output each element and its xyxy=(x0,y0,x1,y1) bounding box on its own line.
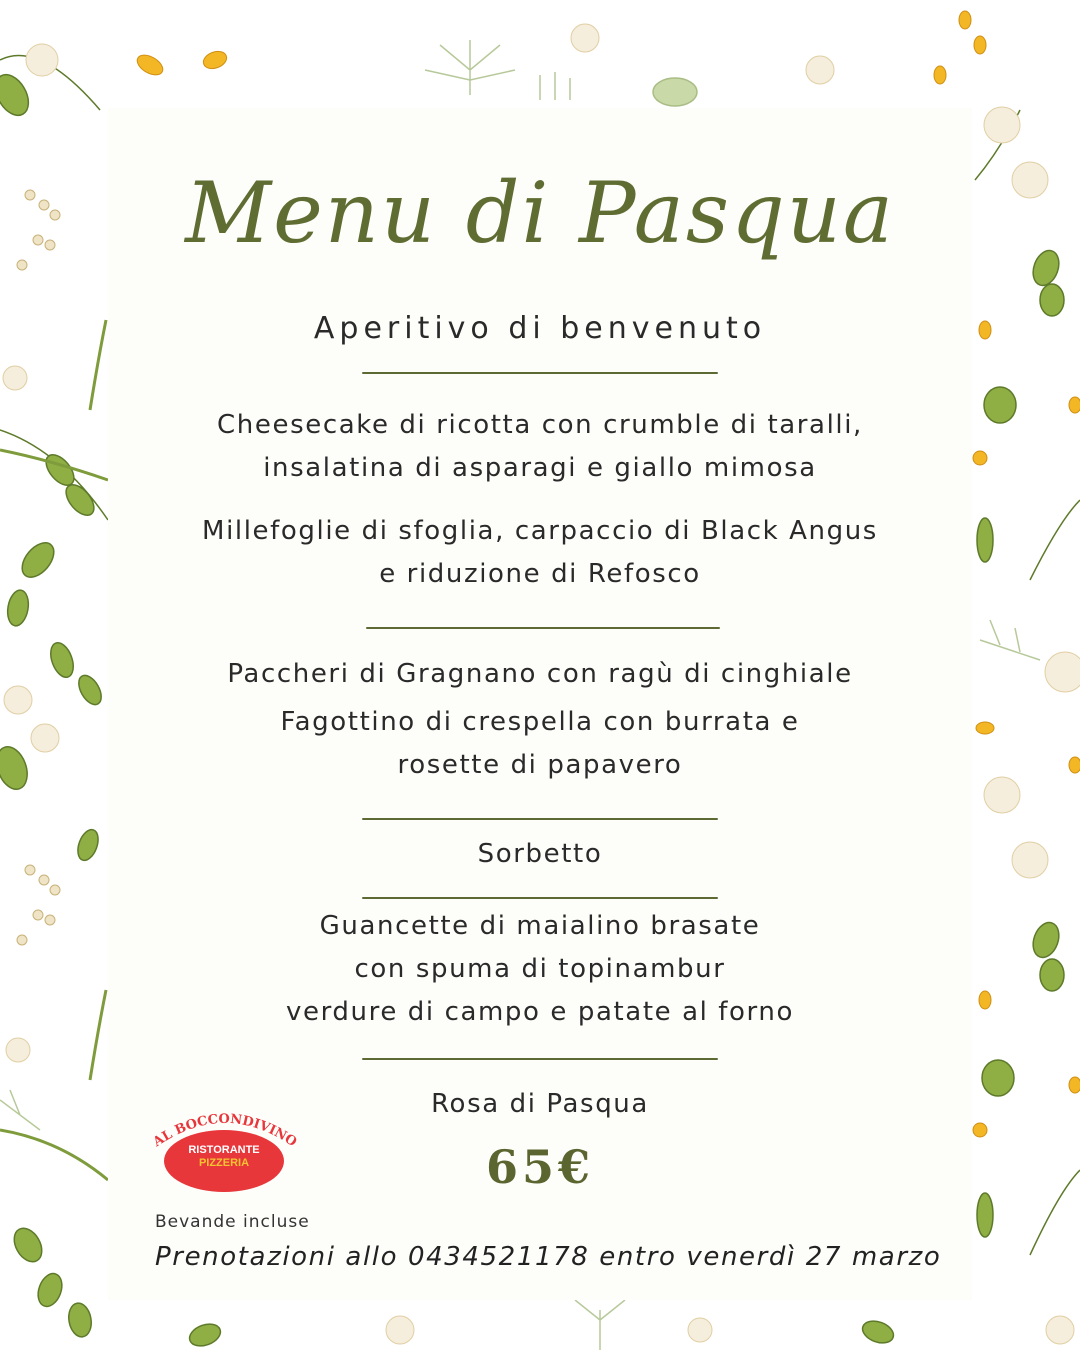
divider-line xyxy=(362,897,718,899)
section-aperitivo: Aperitivo di benvenuto xyxy=(313,311,767,346)
dish-sorbetto: Sorbetto xyxy=(477,839,603,869)
dish-line: insalatina di asparagi e giallo mimosa xyxy=(263,453,817,483)
logo-line-pizzeria: PIZZERIA xyxy=(198,1157,250,1169)
divider-line xyxy=(362,818,718,820)
dish-dolce: Rosa di Pasqua xyxy=(431,1089,649,1119)
svg-text:AL BOCCONDIVINO: AL BOCCONDIVINO xyxy=(150,1111,300,1148)
dish-line: e riduzione di Refosco xyxy=(379,559,701,589)
divider-line xyxy=(362,372,718,374)
dish-primo-2 xyxy=(108,701,972,787)
menu-title: Menu di Pasqua xyxy=(185,164,895,262)
booking-info: Prenotazioni allo 0434521178 entro venerdì 27 marzo xyxy=(155,1242,942,1272)
dish-line: rosette di papavero xyxy=(397,750,683,780)
drinks-note: Bevande incluse xyxy=(155,1212,310,1232)
restaurant-logo xyxy=(150,1108,300,1194)
divider-line xyxy=(366,627,720,629)
logo-line-ristorante: RISTORANTE xyxy=(188,1144,260,1156)
dish-antipasto-2 xyxy=(108,510,972,596)
divider-line xyxy=(362,1058,718,1060)
dish-line: con spuma di topinambur xyxy=(354,954,726,984)
dish-antipasto-1 xyxy=(108,404,972,490)
dish-secondo xyxy=(108,905,972,1034)
dish-line: Millefoglie di sfoglia, carpaccio di Black Angus xyxy=(202,516,878,546)
dish-line: Guancette di maialino brasate xyxy=(319,911,761,941)
dish-primo-1: Paccheri di Gragnano con ragù di cinghiale xyxy=(227,659,853,689)
dish-line: Fagottino di crespella con burrata e xyxy=(280,707,800,737)
menu-price: 65€ xyxy=(485,1140,595,1194)
dish-line: Cheesecake di ricotta con crumble di taralli, xyxy=(217,410,863,440)
dish-line: verdure di campo e patate al forno xyxy=(286,997,794,1027)
